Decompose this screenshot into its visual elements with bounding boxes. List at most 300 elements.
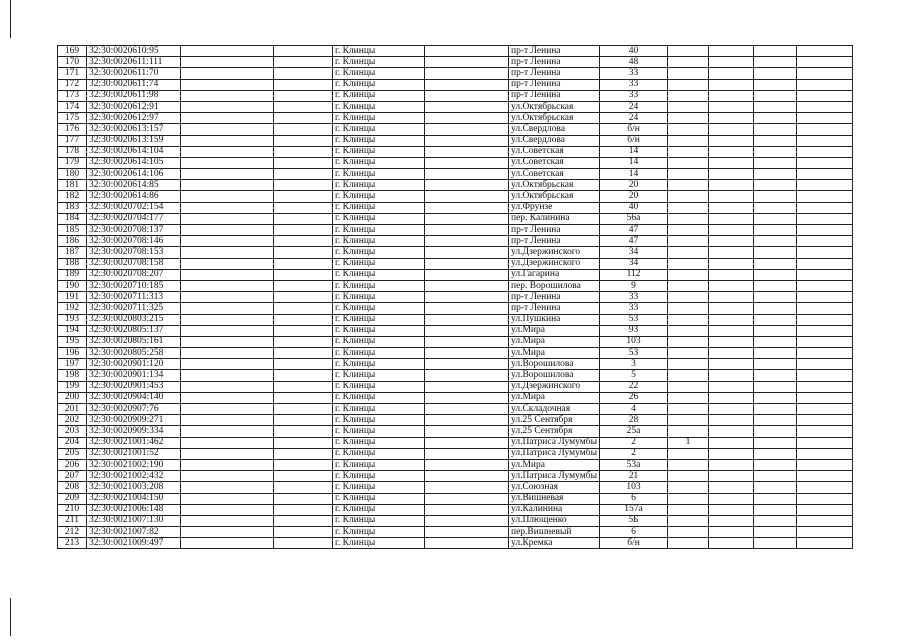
city-cell: г. Клинцы [333, 236, 425, 247]
empty-cell [274, 504, 333, 515]
empty-cell [797, 493, 853, 504]
empty-cell [754, 515, 797, 526]
empty-cell [709, 314, 754, 325]
table-row [58, 292, 853, 303]
city-cell: г. Клинцы [333, 314, 425, 325]
row-number-cell: 209 [58, 493, 87, 504]
cadastral-number-cell: 32:30:0020708:158 [87, 258, 181, 269]
empty-cell [181, 314, 274, 325]
street-cell: ул.Октябрьская [509, 191, 600, 202]
cadastral-number-cell: 32:30:0020614:86 [87, 191, 181, 202]
street-cell: ул.25 Сентября [509, 426, 600, 437]
house-number-cell: б/н [600, 538, 668, 549]
empty-cell [709, 538, 754, 549]
apartment-cell [668, 314, 709, 325]
empty-cell [425, 392, 509, 403]
empty-cell [274, 124, 333, 135]
empty-cell [181, 459, 274, 470]
row-number-cell: 205 [58, 448, 87, 459]
house-number-cell: 14 [600, 169, 668, 180]
empty-cell [797, 258, 853, 269]
row-number-cell: 206 [58, 459, 87, 470]
empty-cell [754, 280, 797, 291]
apartment-cell [668, 124, 709, 135]
empty-cell [797, 269, 853, 280]
empty-cell [274, 448, 333, 459]
empty-cell [181, 46, 274, 57]
empty-cell [425, 459, 509, 470]
empty-cell [754, 157, 797, 168]
empty-cell [797, 180, 853, 191]
house-number-cell: 53 [600, 348, 668, 359]
street-cell: ул.Свердлова [509, 135, 600, 146]
empty-cell [754, 538, 797, 549]
city-cell: г. Клинцы [333, 303, 425, 314]
empty-cell [425, 515, 509, 526]
empty-cell [754, 169, 797, 180]
apartment-cell [668, 90, 709, 101]
city-cell: г. Клинцы [333, 157, 425, 168]
cadastral-number-cell: 32:30:0020611:98 [87, 90, 181, 101]
row-number-cell: 173 [58, 90, 87, 101]
cadastral-number-cell: 32:30:0020904:140 [87, 392, 181, 403]
empty-cell [709, 348, 754, 359]
cadastral-number-cell: 32:30:0021001:462 [87, 437, 181, 448]
street-cell: пр-т Ленина [509, 292, 600, 303]
empty-cell [181, 68, 274, 79]
empty-cell [425, 113, 509, 124]
cadastral-number-cell: 32:30:0020711:313 [87, 292, 181, 303]
street-cell: пр-т Ленина [509, 68, 600, 79]
empty-cell [754, 504, 797, 515]
empty-cell [274, 515, 333, 526]
empty-cell [274, 191, 333, 202]
cadastral-number-cell: 32:30:0020708:207 [87, 269, 181, 280]
house-number-cell: 40 [600, 46, 668, 57]
table-row [58, 426, 853, 437]
empty-cell [754, 437, 797, 448]
empty-cell [709, 236, 754, 247]
row-number-cell: 190 [58, 280, 87, 291]
empty-cell [754, 314, 797, 325]
empty-cell [797, 459, 853, 470]
empty-cell [274, 157, 333, 168]
city-cell: г. Клинцы [333, 46, 425, 57]
empty-cell [797, 426, 853, 437]
street-cell: ул.Плющенко [509, 515, 600, 526]
empty-cell [274, 370, 333, 381]
street-cell: ул.Ворошилова [509, 370, 600, 381]
row-number-cell: 179 [58, 157, 87, 168]
row-number-cell: 177 [58, 135, 87, 146]
empty-cell [425, 247, 509, 258]
row-number-cell: 181 [58, 180, 87, 191]
empty-cell [274, 303, 333, 314]
city-cell: г. Клинцы [333, 57, 425, 68]
apartment-cell [668, 448, 709, 459]
empty-cell [274, 101, 333, 112]
empty-cell [709, 527, 754, 538]
empty-cell [754, 46, 797, 57]
empty-cell [754, 348, 797, 359]
empty-cell [709, 146, 754, 157]
table-row [58, 359, 853, 370]
house-number-cell: 33 [600, 292, 668, 303]
row-number-cell: 200 [58, 392, 87, 403]
house-number-cell: б/н [600, 124, 668, 135]
city-cell: г. Клинцы [333, 459, 425, 470]
empty-cell [181, 448, 274, 459]
empty-cell [797, 157, 853, 168]
empty-cell [797, 46, 853, 57]
city-cell: г. Клинцы [333, 269, 425, 280]
cadastral-number-cell: 32:30:0020613:159 [87, 135, 181, 146]
city-cell: г. Клинцы [333, 247, 425, 258]
empty-cell [181, 493, 274, 504]
empty-cell [181, 348, 274, 359]
street-cell: ул.Патриса Лумумбы [509, 471, 600, 482]
empty-cell [274, 493, 333, 504]
house-number-cell: 53 [600, 314, 668, 325]
table-row [58, 459, 853, 470]
empty-cell [274, 269, 333, 280]
street-cell: пр-т Ленина [509, 90, 600, 101]
empty-cell [274, 169, 333, 180]
empty-cell [425, 180, 509, 191]
empty-cell [274, 314, 333, 325]
table-row [58, 515, 853, 526]
empty-cell [797, 392, 853, 403]
empty-cell [709, 225, 754, 236]
empty-cell [181, 336, 274, 347]
empty-cell [425, 404, 509, 415]
street-cell: ул.Калинина [509, 504, 600, 515]
row-number-cell: 174 [58, 101, 87, 112]
table-row [58, 504, 853, 515]
apartment-cell [668, 157, 709, 168]
empty-cell [425, 336, 509, 347]
empty-cell [709, 482, 754, 493]
table-row [58, 527, 853, 538]
apartment-cell [668, 101, 709, 112]
empty-cell [754, 146, 797, 157]
empty-cell [181, 370, 274, 381]
table-row [58, 482, 853, 493]
table-row [58, 404, 853, 415]
empty-cell [274, 79, 333, 90]
empty-cell [425, 124, 509, 135]
table-row [58, 303, 853, 314]
empty-cell [274, 90, 333, 101]
empty-cell [709, 169, 754, 180]
street-cell: ул.Кремка [509, 538, 600, 549]
house-number-cell: 34 [600, 247, 668, 258]
apartment-cell [668, 191, 709, 202]
row-number-cell: 213 [58, 538, 87, 549]
table-row [58, 213, 853, 224]
street-cell: ул.Вишневая [509, 493, 600, 504]
empty-cell [181, 146, 274, 157]
table-row [58, 325, 853, 336]
empty-cell [797, 202, 853, 213]
empty-cell [754, 303, 797, 314]
empty-cell [754, 191, 797, 202]
street-cell: ул.Гагарина [509, 269, 600, 280]
city-cell: г. Клинцы [333, 348, 425, 359]
cadastral-number-cell: 32:30:0020614:104 [87, 146, 181, 157]
empty-cell [709, 135, 754, 146]
empty-cell [181, 247, 274, 258]
empty-cell [181, 504, 274, 515]
empty-cell [754, 392, 797, 403]
empty-cell [425, 482, 509, 493]
empty-cell [754, 236, 797, 247]
page-edge-mark-top [10, 0, 11, 38]
empty-cell [425, 314, 509, 325]
empty-cell [274, 236, 333, 247]
street-cell: ул.Пушкина [509, 314, 600, 325]
cadastral-number-cell: 32:30:0020614:106 [87, 169, 181, 180]
empty-cell [754, 79, 797, 90]
house-number-cell: 33 [600, 303, 668, 314]
empty-cell [797, 101, 853, 112]
empty-cell [425, 202, 509, 213]
house-number-cell: 28 [600, 415, 668, 426]
apartment-cell [668, 213, 709, 224]
apartment-cell [668, 336, 709, 347]
empty-cell [181, 269, 274, 280]
table-row [58, 280, 853, 291]
empty-cell [181, 157, 274, 168]
city-cell: г. Клинцы [333, 79, 425, 90]
house-number-cell: 14 [600, 146, 668, 157]
empty-cell [709, 381, 754, 392]
table-row [58, 415, 853, 426]
row-number-cell: 187 [58, 247, 87, 258]
house-number-cell: 48 [600, 57, 668, 68]
empty-cell [754, 527, 797, 538]
empty-cell [797, 471, 853, 482]
street-cell: ул.Мира [509, 336, 600, 347]
empty-cell [274, 336, 333, 347]
cadastral-number-cell: 32:30:0020704:177 [87, 213, 181, 224]
apartment-cell [668, 370, 709, 381]
table-row [58, 471, 853, 482]
city-cell: г. Клинцы [333, 68, 425, 79]
apartment-cell [668, 236, 709, 247]
empty-cell [797, 169, 853, 180]
table-row [58, 247, 853, 258]
empty-cell [797, 79, 853, 90]
row-number-cell: 186 [58, 236, 87, 247]
apartment-cell [668, 404, 709, 415]
street-cell: ул.Советская [509, 157, 600, 168]
street-cell: ул.Мира [509, 325, 600, 336]
empty-cell [425, 213, 509, 224]
empty-cell [274, 538, 333, 549]
empty-cell [425, 236, 509, 247]
empty-cell [181, 79, 274, 90]
empty-cell [754, 448, 797, 459]
empty-cell [709, 292, 754, 303]
cadastral-number-cell: 32:30:0020901:453 [87, 381, 181, 392]
city-cell: г. Клинцы [333, 415, 425, 426]
empty-cell [709, 90, 754, 101]
city-cell: г. Клинцы [333, 213, 425, 224]
city-cell: г. Клинцы [333, 538, 425, 549]
empty-cell [425, 191, 509, 202]
empty-cell [181, 415, 274, 426]
city-cell: г. Клинцы [333, 448, 425, 459]
empty-cell [797, 213, 853, 224]
apartment-cell [668, 381, 709, 392]
city-cell: г. Клинцы [333, 471, 425, 482]
house-number-cell: 157а [600, 504, 668, 515]
table-row [58, 258, 853, 269]
empty-cell [797, 303, 853, 314]
empty-cell [797, 236, 853, 247]
cadastral-number-cell: 32:30:0021007:130 [87, 515, 181, 526]
row-number-cell: 211 [58, 515, 87, 526]
city-cell: г. Клинцы [333, 426, 425, 437]
house-number-cell: 33 [600, 90, 668, 101]
empty-cell [181, 482, 274, 493]
empty-cell [754, 269, 797, 280]
empty-cell [797, 381, 853, 392]
cadastral-number-cell: 32:30:0020614:85 [87, 180, 181, 191]
empty-cell [709, 459, 754, 470]
table-row [58, 202, 853, 213]
empty-cell [425, 359, 509, 370]
table-row [58, 437, 853, 448]
apartment-cell [668, 392, 709, 403]
row-number-cell: 172 [58, 79, 87, 90]
empty-cell [425, 135, 509, 146]
row-number-cell: 194 [58, 325, 87, 336]
empty-cell [797, 314, 853, 325]
house-number-cell: 5 [600, 370, 668, 381]
city-cell: г. Клинцы [333, 392, 425, 403]
table-row [58, 169, 853, 180]
empty-cell [425, 448, 509, 459]
empty-cell [754, 202, 797, 213]
house-number-cell: 20 [600, 191, 668, 202]
house-number-cell: 56а [600, 213, 668, 224]
empty-cell [181, 303, 274, 314]
house-number-cell: 24 [600, 101, 668, 112]
row-number-cell: 170 [58, 57, 87, 68]
cadastral-number-cell: 32:30:0021002:190 [87, 459, 181, 470]
empty-cell [709, 415, 754, 426]
empty-cell [274, 381, 333, 392]
empty-cell [709, 269, 754, 280]
empty-cell [754, 493, 797, 504]
empty-cell [181, 90, 274, 101]
house-number-cell: 22 [600, 381, 668, 392]
table-row [58, 157, 853, 168]
empty-cell [181, 236, 274, 247]
empty-cell [181, 113, 274, 124]
apartment-cell [668, 202, 709, 213]
city-cell: г. Клинцы [333, 169, 425, 180]
empty-cell [181, 213, 274, 224]
street-cell: ул.Октябрьская [509, 101, 600, 112]
empty-cell [709, 258, 754, 269]
table-row [58, 225, 853, 236]
empty-cell [425, 225, 509, 236]
empty-cell [754, 258, 797, 269]
city-cell: г. Клинцы [333, 482, 425, 493]
empty-cell [797, 191, 853, 202]
house-number-cell: 33 [600, 68, 668, 79]
house-number-cell: 14 [600, 157, 668, 168]
apartment-cell [668, 348, 709, 359]
cadastral-number-cell: 32:30:0020612:97 [87, 113, 181, 124]
empty-cell [709, 471, 754, 482]
empty-cell [425, 426, 509, 437]
empty-cell [709, 180, 754, 191]
empty-cell [754, 292, 797, 303]
empty-cell [797, 57, 853, 68]
empty-cell [274, 258, 333, 269]
page-edge-mark-bottom [10, 598, 11, 636]
empty-cell [181, 404, 274, 415]
city-cell: г. Клинцы [333, 292, 425, 303]
apartment-cell [668, 225, 709, 236]
city-cell: г. Клинцы [333, 404, 425, 415]
empty-cell [425, 280, 509, 291]
empty-cell [425, 292, 509, 303]
empty-cell [425, 348, 509, 359]
table-row [58, 68, 853, 79]
empty-cell [181, 426, 274, 437]
empty-cell [274, 146, 333, 157]
empty-cell [181, 325, 274, 336]
cadastral-number-cell: 32:30:0021004:150 [87, 493, 181, 504]
empty-cell [797, 247, 853, 258]
row-number-cell: 212 [58, 527, 87, 538]
house-number-cell: 6 [600, 527, 668, 538]
house-number-cell: б/н [600, 135, 668, 146]
table-row [58, 180, 853, 191]
empty-cell [709, 448, 754, 459]
table-row [58, 57, 853, 68]
city-cell: г. Клинцы [333, 202, 425, 213]
apartment-cell [668, 46, 709, 57]
street-cell: ул.Складочная [509, 404, 600, 415]
row-number-cell: 195 [58, 336, 87, 347]
apartment-cell [668, 135, 709, 146]
table-row [58, 269, 853, 280]
city-cell: г. Клинцы [333, 515, 425, 526]
street-cell: ул.Октябрьская [509, 113, 600, 124]
cadastral-number-cell: 32:30:0021009:497 [87, 538, 181, 549]
table-row [58, 146, 853, 157]
table-row [58, 113, 853, 124]
row-number-cell: 185 [58, 225, 87, 236]
empty-cell [274, 471, 333, 482]
street-cell: ул.25 Сентября [509, 415, 600, 426]
table-row [58, 124, 853, 135]
street-cell: пер. Ворошилова [509, 280, 600, 291]
table-row [58, 370, 853, 381]
empty-cell [754, 101, 797, 112]
row-number-cell: 178 [58, 146, 87, 157]
empty-cell [797, 113, 853, 124]
street-cell: ул.Дзержинского [509, 381, 600, 392]
empty-cell [181, 280, 274, 291]
empty-cell [797, 370, 853, 381]
